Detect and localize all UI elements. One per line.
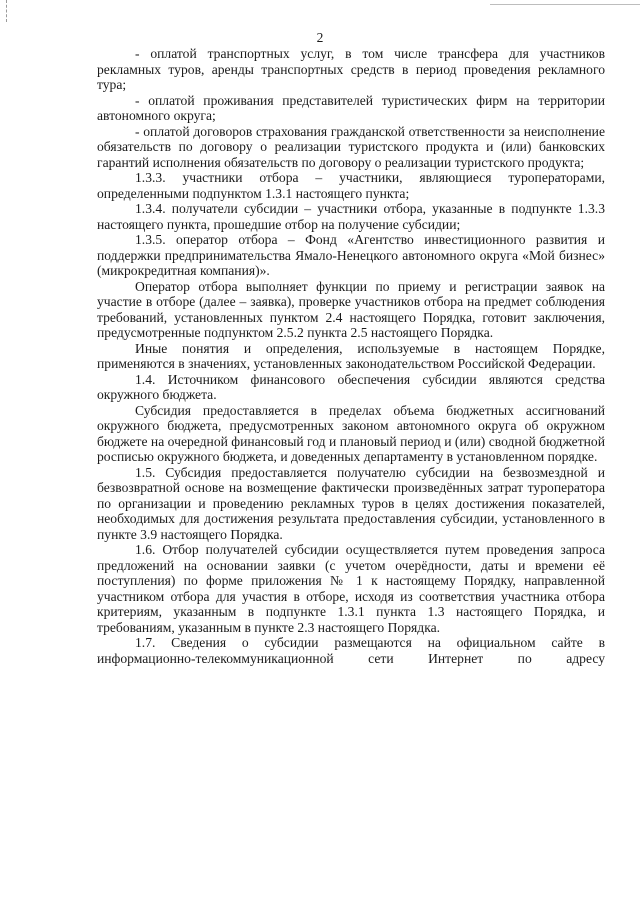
paragraph-1-3-5: 1.3.5. оператор отбора – Фонд «Агентство инвестиционного развития и поддержки предпринимательства Ямало-Ненецкого автономного округа «Мой бизнес» (микрокредитная компания)». xyxy=(97,232,605,278)
paragraph-accommodation-payment: - оплатой проживания представителей туристических фирм на территории автономного округа; xyxy=(97,92,605,123)
document-body xyxy=(97,46,605,666)
paragraph-1-5: 1.5. Субсидия предоставляется получателю субсидии на безвозмездной и безвозвратной основе на возмещение фактически произведённых затрат туроператора по организации и проведению рекламных туров в целях достижения показателей, необходимых для достижения результата предоставления субсидии, установленного в пункте 3.9 настоящего Порядка. xyxy=(97,464,605,542)
paragraph-1-4: 1.4. Источником финансового обеспечения субсидии являются средства окружного бюджета. xyxy=(97,371,605,402)
paragraph-budget-limits: Субсидия предоставляется в пределах объема бюджетных ассигнований окружного бюджета, предусмотренных законом автономного округа об окружном бюджете на очередной финансовый год и плановый период и (или) сводной бюджетной росписью окружного бюджета, и доведенных департаменту в установленном порядке. xyxy=(97,402,605,464)
header-rule xyxy=(490,4,640,5)
paragraph-1-6: 1.6. Отбор получателей субсидии осуществляется путем проведения запроса предложений на основании заявки (с учетом очерёдности, даты и времени её поступления) по форме приложения № 1 к настоящему Порядку, направленной участником отбора для участия в отборе, исходя из соответствия участника отбора критериям, указанным в подпункте 1.3.1 пункта 1.3 настоящего Порядка, и требованиям, указанным в пункте 2.3 настоящего Порядка. xyxy=(97,542,605,635)
paragraph-1-7: 1.7. Сведения о субсидии размещаются на официальном сайте в информационно-телекоммуникационной сети Интернет по адресу xyxy=(97,635,605,666)
binding-margin-line xyxy=(6,0,7,22)
paragraph-other-terms: Иные понятия и определения, используемые в настоящем Порядке, применяются в значениях, установленных законодательством Российской Федерации. xyxy=(97,340,605,371)
paragraph-insurance-payment: - оплатой договоров страхования гражданской ответственности за неисполнение обязательств по договору о реализации туристского продукта и (или) банковских гарантий исполнения обязательств по договору о реализации туристского продукта; xyxy=(97,123,605,170)
page-number: 2 xyxy=(316,30,324,45)
paragraph-1-3-3: 1.3.3. участники отбора – участники, являющиеся туроператорами, определенными подпунктом 1.3.1 настоящего пункта; xyxy=(97,170,605,201)
paragraph-operator-functions: Оператор отбора выполняет функции по приему и регистрации заявок на участие в отборе (далее – заявка), проверке участников отбора на предмет соблюдения требований, установленных пунктом 2.4 настоящего Порядка, готовит заключения, предусмотренные подпунктом 2.5.2 пункта 2.5 настоящего Порядка. xyxy=(97,278,605,340)
paragraph-1-3-4: 1.3.4. получатели субсидии – участники отбора, указанные в подпункте 1.3.3 настоящего пункта, прошедшие отбор на получение субсидии; xyxy=(97,201,605,232)
paragraph-transport-payment: - оплатой транспортных услуг, в том числе трансфера для участников рекламных туров, аренды транспортных средств в период проведения рекламного тура; xyxy=(97,46,605,92)
